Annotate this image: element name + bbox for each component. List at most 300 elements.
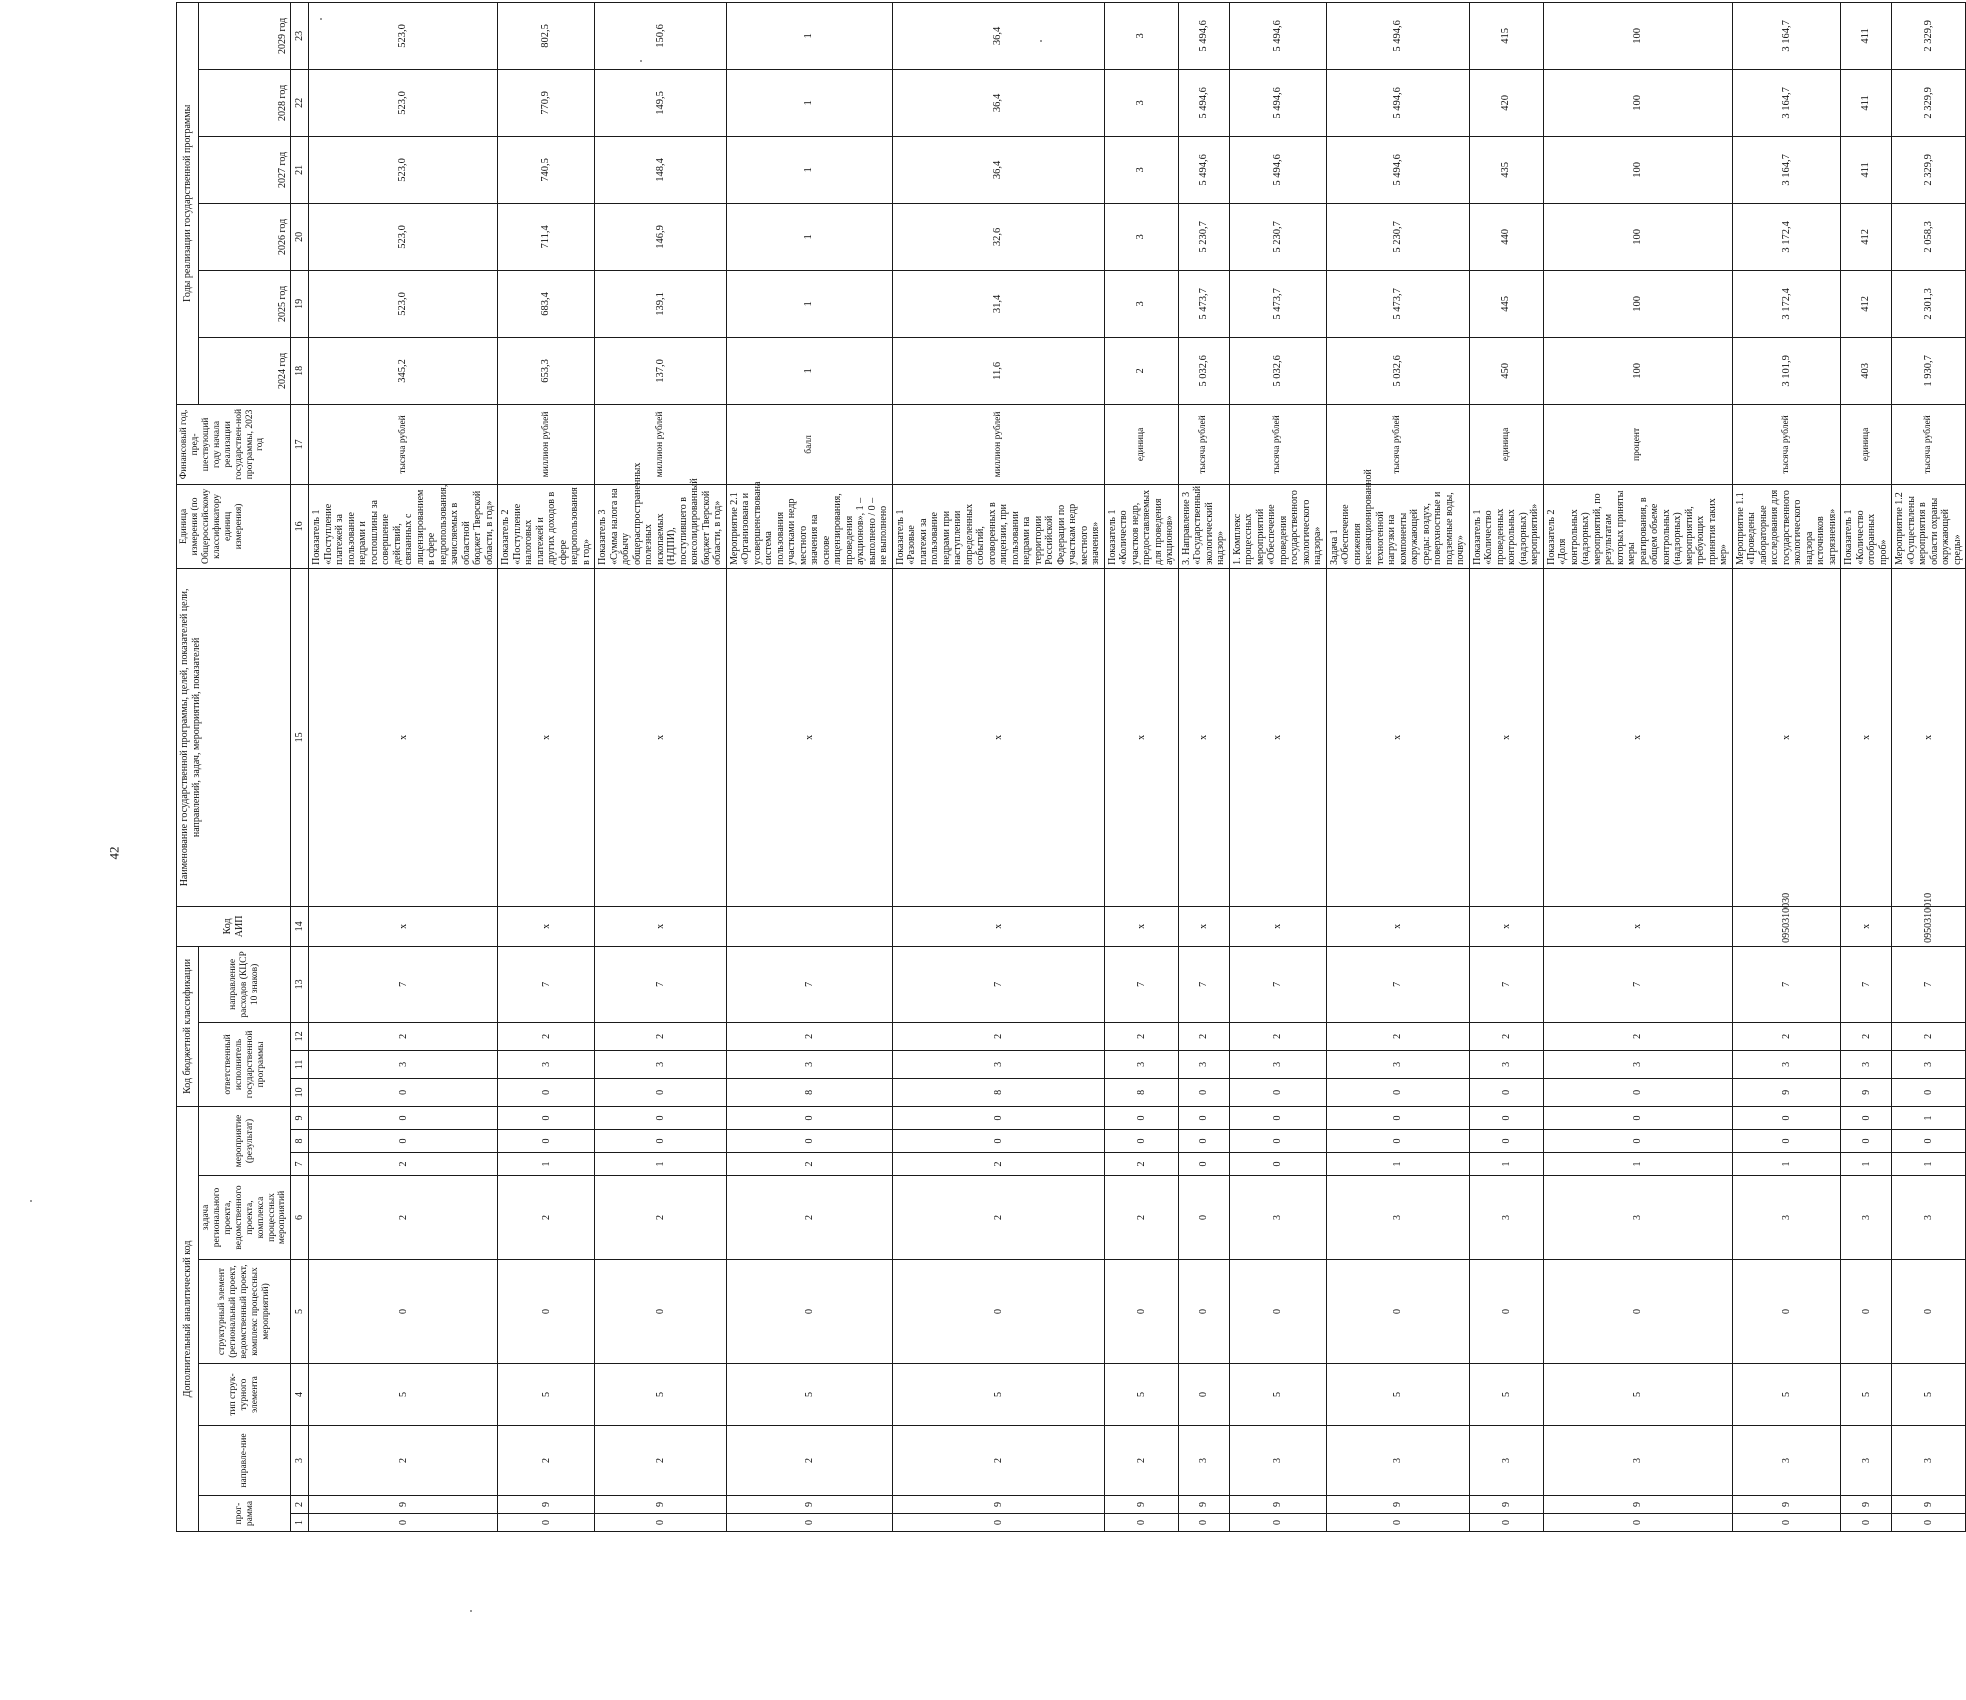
code-cell: 0: [1104, 1260, 1178, 1364]
code-cell: х: [1892, 568, 1966, 906]
code-cell: х: [1841, 568, 1892, 906]
code-cell: 9: [892, 1496, 1104, 1514]
column-number: 10: [291, 1078, 309, 1106]
code-cell: х: [1469, 568, 1543, 906]
code-cell: 5: [892, 1364, 1104, 1426]
year-value-cell: 1: [726, 270, 892, 337]
direction-header: направле-ние: [199, 1426, 291, 1496]
year-value-cell: 415: [1469, 2, 1543, 69]
code-cell: 7: [726, 946, 892, 1022]
code-cell: 0: [1229, 1514, 1326, 1532]
code-cell: 9: [498, 1496, 595, 1514]
code-cell: 2: [726, 1022, 892, 1050]
unit-cell: миллион рублей: [595, 404, 727, 484]
code-cell: 5: [1732, 1364, 1841, 1426]
code-cell: 2: [726, 1176, 892, 1260]
code-cell: 9: [1841, 1078, 1892, 1106]
column-number: 18: [291, 337, 309, 404]
base-year-value-cell: 653,3: [498, 337, 595, 404]
code-cell: 5: [1229, 1364, 1326, 1426]
code-cell: 0: [1892, 1130, 1966, 1153]
year-value-cell: 2 058,3: [1892, 203, 1966, 270]
code-cell: 3: [892, 1050, 1104, 1078]
code-cell: 0: [595, 1106, 727, 1129]
task-header: задача регионального проекта, ведомственного проекта, комплекса процессных мероприятий: [199, 1176, 291, 1260]
year-value-cell: 683,4: [498, 270, 595, 337]
code-cell: 0: [1543, 1260, 1732, 1364]
year-value-cell: 32,6: [892, 203, 1104, 270]
code-cell: 3: [1326, 1050, 1469, 1078]
code-cell: 7: [1178, 946, 1229, 1022]
code-cell: 0: [595, 1130, 727, 1153]
year-value-cell: 2 301,3: [1892, 270, 1966, 337]
column-number: 4: [291, 1364, 309, 1426]
code-cell: 0950310030: [1732, 906, 1841, 946]
code-cell: 9: [1469, 1496, 1543, 1514]
code-cell: 0: [595, 1078, 727, 1106]
code-cell: 2: [1229, 1022, 1326, 1050]
code-cell: 3: [1469, 1176, 1543, 1260]
code-cell: х: [892, 906, 1104, 946]
base-year-value-cell: 345,2: [309, 337, 498, 404]
code-cell: 0: [309, 1078, 498, 1106]
base-year-value-cell: 1: [726, 337, 892, 404]
table-row: [726, 2, 892, 1531]
code-cell: 7: [1841, 946, 1892, 1022]
code-cell: 5: [498, 1364, 595, 1426]
code-cell: х: [595, 906, 727, 946]
item-name-cell: Мероприятие 1.2 «Осуществлены мероприятия в области охраны окружающей среды»: [1892, 484, 1966, 568]
code-cell: 0: [498, 1260, 595, 1364]
code-cell: х: [1543, 568, 1732, 906]
code-cell: 2: [726, 1153, 892, 1176]
item-name-cell: Показатель 1 «Количество проведенных контрольных (надзорных) мероприятий»: [1469, 484, 1543, 568]
table-row: [892, 2, 1104, 1531]
code-cell: 0: [1841, 1260, 1892, 1364]
year-value-cell: 435: [1469, 136, 1543, 203]
code-cell: х: [1732, 568, 1841, 906]
year-header: 2026 год: [199, 203, 291, 270]
code-cell: 3: [1178, 1426, 1229, 1496]
code-cell: 0: [1469, 1078, 1543, 1106]
column-number: 15: [291, 568, 309, 906]
unit-cell: тысяча рублей: [1326, 404, 1469, 484]
code-cell: 1: [1732, 1153, 1841, 1176]
column-number: 7: [291, 1153, 309, 1176]
code-cell: 1: [1469, 1153, 1543, 1176]
code-cell: 2: [309, 1022, 498, 1050]
code-cell: 2: [309, 1426, 498, 1496]
code-cell: 0: [1543, 1078, 1732, 1106]
base-year-value-cell: 2: [1104, 337, 1178, 404]
year-value-cell: 740,5: [498, 136, 595, 203]
year-value-cell: 5 494,6: [1178, 136, 1229, 203]
base-year-value-cell: 137,0: [595, 337, 727, 404]
year-value-cell: 523,0: [309, 136, 498, 203]
code-cell: 2: [1543, 1022, 1732, 1050]
program-header: прог-рамма: [199, 1496, 291, 1532]
rotated-table-page: [176, 17, 1963, 1532]
base-year-value-cell: 5 032,6: [1178, 337, 1229, 404]
code-cell: 0: [726, 1130, 892, 1153]
table-row: [1229, 2, 1326, 1531]
group-years-header: Годы реализации государственной программы: [177, 2, 199, 404]
column-number: 5: [291, 1260, 309, 1364]
struct-element-header: структурный элемент (региональный проект, ведомственный проект, комплекс процессных мероприятий): [199, 1260, 291, 1364]
code-cell: 8: [726, 1078, 892, 1106]
measure-header: мероприятие (результат): [199, 1106, 291, 1175]
item-name-cell: Задача 1 «Обеспечение снижения несанкционированной техногенной нагрузки на компоненты окружающей среды: воздух, поверхностные и подземные воды, почву»: [1326, 484, 1469, 568]
code-cell: 9: [1104, 1496, 1178, 1514]
year-value-cell: 3: [1104, 203, 1178, 270]
code-cell: 5: [595, 1364, 727, 1426]
year-value-cell: 420: [1469, 69, 1543, 136]
year-value-cell: 3: [1104, 270, 1178, 337]
code-cell: 0: [892, 1514, 1104, 1532]
code-cell: 7: [892, 946, 1104, 1022]
code-cell: 2: [309, 1176, 498, 1260]
base-year-value-cell: 11,6: [892, 337, 1104, 404]
expense-direction-header: направление расходов (КЦСР 10 знаков): [199, 946, 291, 1022]
code-cell: 3: [595, 1050, 727, 1078]
base-year-value-cell: 5 032,6: [1229, 337, 1326, 404]
code-cell: 0: [1469, 1106, 1543, 1129]
year-value-cell: 1: [726, 69, 892, 136]
code-cell: 9: [1732, 1078, 1841, 1106]
code-cell: 0: [726, 1260, 892, 1364]
code-cell: 3: [498, 1050, 595, 1078]
code-cell: 3: [1543, 1426, 1732, 1496]
code-cell: 0: [1543, 1130, 1732, 1153]
column-number: 16: [291, 484, 309, 568]
table-row: [1469, 2, 1543, 1531]
year-value-cell: 5 494,6: [1229, 69, 1326, 136]
unit-cell: тысяча рублей: [1732, 404, 1841, 484]
column-number: 22: [291, 69, 309, 136]
code-cell: 2: [1732, 1022, 1841, 1050]
code-cell: 0: [1229, 1130, 1326, 1153]
code-cell: 0: [1841, 1130, 1892, 1153]
year-value-cell: 5 494,6: [1326, 69, 1469, 136]
code-cell: 9: [1326, 1496, 1469, 1514]
column-number: 9: [291, 1106, 309, 1129]
executor-header: ответственный исполнитель государственной программы: [199, 1022, 291, 1106]
year-value-cell: 139,1: [595, 270, 727, 337]
code-cell: 3: [1469, 1050, 1543, 1078]
column-number: 8: [291, 1130, 309, 1153]
year-value-cell: 411: [1841, 136, 1892, 203]
code-cell: 3: [1732, 1176, 1841, 1260]
unit-cell: тысяча рублей: [1892, 404, 1966, 484]
year-value-cell: 2 329,9: [1892, 69, 1966, 136]
scan-speck: [470, 1610, 472, 1612]
code-cell: 0: [1732, 1514, 1841, 1532]
code-cell: 0: [1178, 1078, 1229, 1106]
code-cell: х: [1543, 906, 1732, 946]
unit-header: Единица измерения (по Общероссийскому классификатору единиц измерения): [177, 484, 291, 568]
year-value-cell: 523,0: [309, 2, 498, 69]
code-cell: 9: [1543, 1496, 1732, 1514]
code-cell: 0: [726, 1514, 892, 1532]
code-cell: 1: [498, 1153, 595, 1176]
code-cell: 2: [498, 1426, 595, 1496]
year-value-cell: 36,4: [892, 136, 1104, 203]
code-cell: 7: [595, 946, 727, 1022]
year-value-cell: 100: [1543, 69, 1732, 136]
code-cell: 0: [1326, 1260, 1469, 1364]
code-cell: 3: [1326, 1426, 1469, 1496]
aip-header: Код АИП: [177, 906, 291, 946]
code-cell: х: [1178, 906, 1229, 946]
year-value-cell: 5 494,6: [1229, 2, 1326, 69]
unit-cell: миллион рублей: [498, 404, 595, 484]
code-cell: 2: [1104, 1022, 1178, 1050]
code-cell: 7: [1326, 946, 1469, 1022]
code-cell: 7: [309, 946, 498, 1022]
code-cell: 9: [309, 1496, 498, 1514]
code-cell: 7: [498, 946, 595, 1022]
code-cell: 0: [498, 1130, 595, 1153]
code-cell: 2: [498, 1022, 595, 1050]
year-value-cell: 100: [1543, 270, 1732, 337]
code-cell: 0: [309, 1260, 498, 1364]
code-cell: 0: [1104, 1130, 1178, 1153]
item-name-cell: Показатель 2 «Поступление налоговых платежей и других доходов в сфере недропользования в год»: [498, 484, 595, 568]
item-name-cell: Показатель 1 «Разовые платежи за пользование недрами при наступлении определенных событий, оговоренных в лицензии, при пользовании недрами на территории Российской Федерации по участкам недр местного значения»: [892, 484, 1104, 568]
code-cell: 0: [1326, 1130, 1469, 1153]
code-cell: х: [1326, 906, 1469, 946]
table-row: [1104, 2, 1178, 1531]
code-cell: 0: [1732, 1260, 1841, 1364]
year-value-cell: 770,9: [498, 69, 595, 136]
code-cell: 0: [1469, 1130, 1543, 1153]
name-header: Наименование государственной программы, целей, показателей цели, направлений, задач, мероприятий, показателей: [177, 568, 291, 906]
item-name-cell: Показатель 3 «Сумма налога на добычу общераспространенных полезных ископаемых (НДПИ), поступившего в консолидированный бюджет Тверской области, в год»: [595, 484, 727, 568]
code-cell: 3: [1326, 1176, 1469, 1260]
code-cell: 0: [1229, 1260, 1326, 1364]
year-value-cell: 1: [726, 203, 892, 270]
year-value-cell: 5 494,6: [1178, 2, 1229, 69]
code-cell: 2: [892, 1022, 1104, 1050]
column-number: 1: [291, 1514, 309, 1532]
code-cell: 0: [1469, 1514, 1543, 1532]
code-cell: 0: [1178, 1153, 1229, 1176]
unit-cell: единица: [1469, 404, 1543, 484]
code-cell: 2: [892, 1153, 1104, 1176]
year-value-cell: 802,5: [498, 2, 595, 69]
code-cell: 9: [1732, 1496, 1841, 1514]
code-cell: 0: [309, 1106, 498, 1129]
unit-cell: тысяча рублей: [1229, 404, 1326, 484]
code-cell: 3: [1841, 1426, 1892, 1496]
code-cell: 5: [1326, 1364, 1469, 1426]
item-name-cell: Показатель 1 «Количество участков недр, предоставляемых для проведения аукционов»: [1104, 484, 1178, 568]
year-value-cell: 3: [1104, 69, 1178, 136]
column-number: 12: [291, 1022, 309, 1050]
code-cell: 7: [1892, 946, 1966, 1022]
code-cell: 0: [892, 1106, 1104, 1129]
code-cell: 3: [309, 1050, 498, 1078]
code-cell: 3: [1892, 1050, 1966, 1078]
code-cell: 3: [1229, 1050, 1326, 1078]
year-value-cell: 445: [1469, 270, 1543, 337]
year-value-cell: 3 164,7: [1732, 69, 1841, 136]
code-cell: 3: [1732, 1050, 1841, 1078]
code-cell: 5: [1469, 1364, 1543, 1426]
column-number: 14: [291, 906, 309, 946]
year-value-cell: 2 329,9: [1892, 2, 1966, 69]
code-cell: 3: [1178, 1050, 1229, 1078]
code-cell: 3: [1229, 1426, 1326, 1496]
code-cell: х: [1178, 568, 1229, 906]
code-cell: 9: [1178, 1496, 1229, 1514]
code-cell: х: [1326, 568, 1469, 906]
code-cell: 3: [1543, 1050, 1732, 1078]
code-cell: 2: [892, 1176, 1104, 1260]
code-cell: х: [498, 568, 595, 906]
code-cell: х: [309, 568, 498, 906]
column-number: 13: [291, 946, 309, 1022]
item-name-cell: Показатель 1 «Количество отобранных проб»: [1841, 484, 1892, 568]
code-cell: х: [595, 568, 727, 906]
table-row: [1732, 2, 1841, 1531]
code-cell: 0: [1229, 1153, 1326, 1176]
year-value-cell: 5 473,7: [1229, 270, 1326, 337]
code-cell: 3: [1892, 1176, 1966, 1260]
page-number: 42: [106, 846, 122, 860]
code-cell: 0: [595, 1260, 727, 1364]
column-number: 19: [291, 270, 309, 337]
code-cell: 0: [1469, 1260, 1543, 1364]
code-cell: 0: [595, 1514, 727, 1532]
code-cell: 0: [1178, 1364, 1229, 1426]
unit-cell: тысяча рублей: [309, 404, 498, 484]
code-cell: 2: [1178, 1022, 1229, 1050]
code-cell: х: [498, 906, 595, 946]
base-year-value-cell: 1 930,7: [1892, 337, 1966, 404]
base-year-value-cell: 403: [1841, 337, 1892, 404]
code-cell: 0: [1178, 1130, 1229, 1153]
code-cell: 9: [1892, 1496, 1966, 1514]
code-cell: 2: [498, 1176, 595, 1260]
code-cell: 1: [1892, 1106, 1966, 1129]
code-cell: х: [1469, 906, 1543, 946]
code-cell: 2: [1326, 1022, 1469, 1050]
table-row: [1841, 2, 1892, 1531]
year-value-cell: 440: [1469, 203, 1543, 270]
code-cell: 0: [726, 1106, 892, 1129]
program-table: [176, 2, 1966, 1532]
unit-cell: тысяча рублей: [1178, 404, 1229, 484]
code-cell: 0: [1892, 1514, 1966, 1532]
code-cell: 0: [1229, 1106, 1326, 1129]
code-cell: 0: [309, 1130, 498, 1153]
year-value-cell: 5 494,6: [1326, 136, 1469, 203]
column-number: 6: [291, 1176, 309, 1260]
year-header: 2028 год: [199, 69, 291, 136]
code-cell: 0: [1892, 1260, 1966, 1364]
code-cell: 0: [1732, 1130, 1841, 1153]
year-value-cell: 523,0: [309, 203, 498, 270]
year-value-cell: 2 329,9: [1892, 136, 1966, 203]
table-row: [1326, 2, 1469, 1531]
code-cell: 2: [726, 1426, 892, 1496]
code-cell: 3: [1469, 1426, 1543, 1496]
code-cell: 2: [595, 1022, 727, 1050]
code-cell: х: [1104, 906, 1178, 946]
code-cell: 1: [1892, 1153, 1966, 1176]
code-cell: 0: [498, 1106, 595, 1129]
code-cell: 2: [1469, 1022, 1543, 1050]
unit-cell: процент: [1543, 404, 1732, 484]
table-row: [498, 2, 595, 1531]
code-cell: 0: [1178, 1176, 1229, 1260]
item-name-cell: Показатель 1 «Поступление платежей за пользование недрами и госпошлины за совершение действий, связанных с лицензированием в сфере недропользования, зачисляемых в областной бюджет Тверской области, в год»: [309, 484, 498, 568]
code-cell: х: [309, 906, 498, 946]
code-cell: 1: [1326, 1153, 1469, 1176]
code-cell: [726, 906, 892, 946]
code-cell: 0: [1892, 1078, 1966, 1106]
year-value-cell: 411: [1841, 69, 1892, 136]
code-cell: 7: [1732, 946, 1841, 1022]
scan-speck: [30, 1200, 32, 1202]
column-number: 3: [291, 1426, 309, 1496]
item-name-cell: 3. Направление 3 «Государственный экологический надзор»: [1178, 484, 1229, 568]
year-value-cell: 1: [726, 136, 892, 203]
column-number: 11: [291, 1050, 309, 1078]
code-cell: 0: [1178, 1106, 1229, 1129]
column-number: 2: [291, 1496, 309, 1514]
code-cell: 0: [1841, 1106, 1892, 1129]
code-cell: 0: [1543, 1514, 1732, 1532]
code-cell: 5: [1892, 1364, 1966, 1426]
code-cell: 3: [1229, 1176, 1326, 1260]
column-number: 20: [291, 203, 309, 270]
column-number: 23: [291, 2, 309, 69]
code-cell: 2: [309, 1153, 498, 1176]
code-cell: 2: [1841, 1022, 1892, 1050]
code-cell: 9: [595, 1496, 727, 1514]
code-cell: 5: [726, 1364, 892, 1426]
code-cell: 3: [1104, 1050, 1178, 1078]
code-cell: 5: [1104, 1364, 1178, 1426]
code-cell: 0: [1104, 1106, 1178, 1129]
code-cell: 0: [892, 1130, 1104, 1153]
code-cell: 0: [1178, 1514, 1229, 1532]
year-value-cell: 5 494,6: [1229, 136, 1326, 203]
table-row: [309, 2, 498, 1531]
code-cell: 0: [892, 1260, 1104, 1364]
code-cell: 3: [1841, 1176, 1892, 1260]
year-value-cell: 5 230,7: [1326, 203, 1469, 270]
code-cell: 0: [498, 1078, 595, 1106]
item-name-cell: Мероприятие 2.1 «Организована и усовершенствована система пользования участками недр местного значения на основе лицензирования, проведения аукционов», 1 – выполнено / 0 – не выполнено: [726, 484, 892, 568]
item-name-cell: 1. Комплекс процессных мероприятий «Обеспечение проведения государственного экологического надзора»: [1229, 484, 1326, 568]
code-cell: 0: [1732, 1106, 1841, 1129]
unit-cell: миллион рублей: [892, 404, 1104, 484]
code-cell: 7: [1229, 946, 1326, 1022]
year-value-cell: 5 494,6: [1326, 2, 1469, 69]
year-header: 2027 год: [199, 136, 291, 203]
year-value-cell: 3 164,7: [1732, 136, 1841, 203]
code-cell: 9: [1841, 1496, 1892, 1514]
code-cell: х: [1229, 568, 1326, 906]
year-value-cell: 523,0: [309, 69, 498, 136]
code-cell: х: [1841, 906, 1892, 946]
year-value-cell: 149,5: [595, 69, 727, 136]
column-number-row: [291, 2, 309, 1531]
year-value-cell: 3 172,4: [1732, 270, 1841, 337]
